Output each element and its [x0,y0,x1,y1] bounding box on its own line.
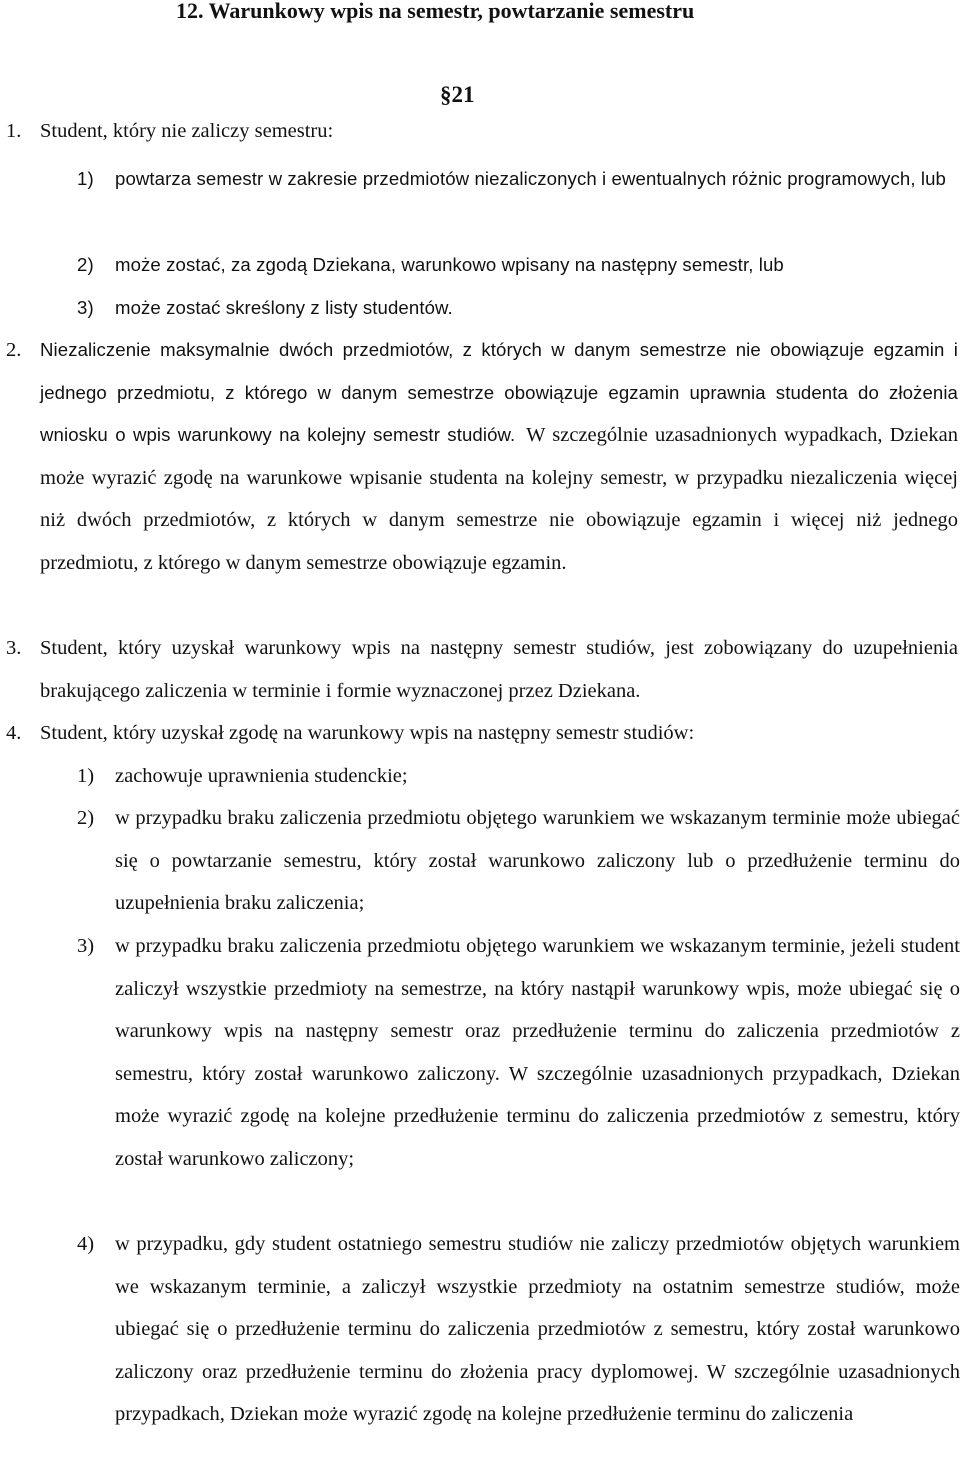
paragraph-text-sans: Niezaliczenie maksymalnie dwóch przedmiotów, z których w danym semestrze nie obowiązuje egzamin i jednego przedmiotu, z którego w danym semestrze obowiązuje egzamin uprawnia studenta do złożenia wniosku o wpis warunkowy na kolejny semestr studiów. [40,339,958,446]
item-number: 1) [77,765,95,787]
item-number: 3) [77,297,94,318]
item-text: w przypadku, gdy student ostatniego semestru studiów nie zaliczy przedmiotów objętych warunkiem we wskazanym terminie, a zaliczył wszystkie przedmioty na ostatnim semestrze studiów, może ubiegać się o przedłużenie terminu do zaliczenia przedmiotów z semestru, który został warunkowo zaliczony oraz przedłużenie terminu do złożenia pracy dyplomowej. W szczególnie uzasadnionych przypadkach, Dziekan może wyrazić zgodę na kolejne przedłużenie terminu do zaliczenia [115,1233,960,1426]
item-text: powtarza semestr w zakresie przedmiotów niezaliczonych i ewentualnych różnic programowych, lub [115,168,946,189]
item-number: 2) [77,254,94,275]
section-number: §21 [440,82,475,107]
paragraph-text: Student, który uzyskał warunkowy wpis na następny semestr studiów, jest zobowiązany do uzupełnienia brakującego zaliczenia w terminie i formie wyznaczonej przez Dziekana. [40,637,958,702]
list-item [77,287,960,330]
item-text: może zostać skreślony z listy studentów. [115,297,453,318]
list-item [77,244,960,287]
paragraph-text-serif: W szczególnie uzasadnionych wypadkach, Dziekan może wyrazić zgodę na warunkowe wpisanie studenta na kolejny semestr, w przypadku niezaliczenia więcej niż dwóch przedmiotów, z których w danym semestrze nie obowiązuje egzamin i więcej niż jednego przedmiotu, z którego w danym semestrze obowiązuje egzamin. [40,424,958,574]
paragraph-4 [6,712,958,755]
paragraph-number: 1. [6,120,22,142]
item-text: może zostać, za zgodą Dziekana, warunkowo wpisany na następny semestr, lub [115,254,784,275]
item-text: w przypadku braku zaliczenia przedmiotu objętego warunkiem we wskazanym terminie może ubiegać się o powtarzanie semestru, który został warunkowo zaliczony lub o przedłużenie terminu do uzupełnienia braku zaliczenia; [115,807,960,915]
list-item [77,797,960,925]
paragraph-text: Student, który uzyskał zgodę na warunkowy wpis na następny semestr studiów: [40,722,695,744]
paragraph-3 [6,627,958,712]
item-number: 4) [77,1233,95,1255]
item-number: 1) [77,168,94,189]
list-item [77,925,960,1181]
paragraph-number: 3. [6,637,22,659]
paragraph-number: 2. [6,339,22,361]
paragraph-1 [6,110,940,153]
document-title: 12. Warunkowy wpis na semestr, powtarzanie semestru [176,0,695,23]
item-text: zachowuje uprawnienia studenckie; [115,765,408,787]
list-item [77,1223,960,1436]
paragraph-number: 4. [6,722,22,744]
item-number: 2) [77,807,95,829]
item-text: w przypadku braku zaliczenia przedmiotu objętego warunkiem we wskazanym terminie, jeżeli student zaliczył wszystkie przedmioty na semestrze, na który nastąpił warunkowy wpis, może ubiegać się o warunkowy wpis na następny semestr oraz przedłużenie terminu do zaliczenia przedmiotów z semestru, który został warunkowo zaliczony. W szczególnie uzasadnionych przypadkach, Dziekan może wyrazić zgodę na kolejne przedłużenie terminu do zaliczenia przedmiotów z semestru, który został warunkowo zaliczony; [115,935,960,1170]
paragraph-text: Student, który nie zaliczy semestru: [40,120,334,142]
item-number: 3) [77,935,95,957]
list-item [77,755,960,798]
paragraph-2 [6,329,958,585]
list-item [77,158,960,201]
